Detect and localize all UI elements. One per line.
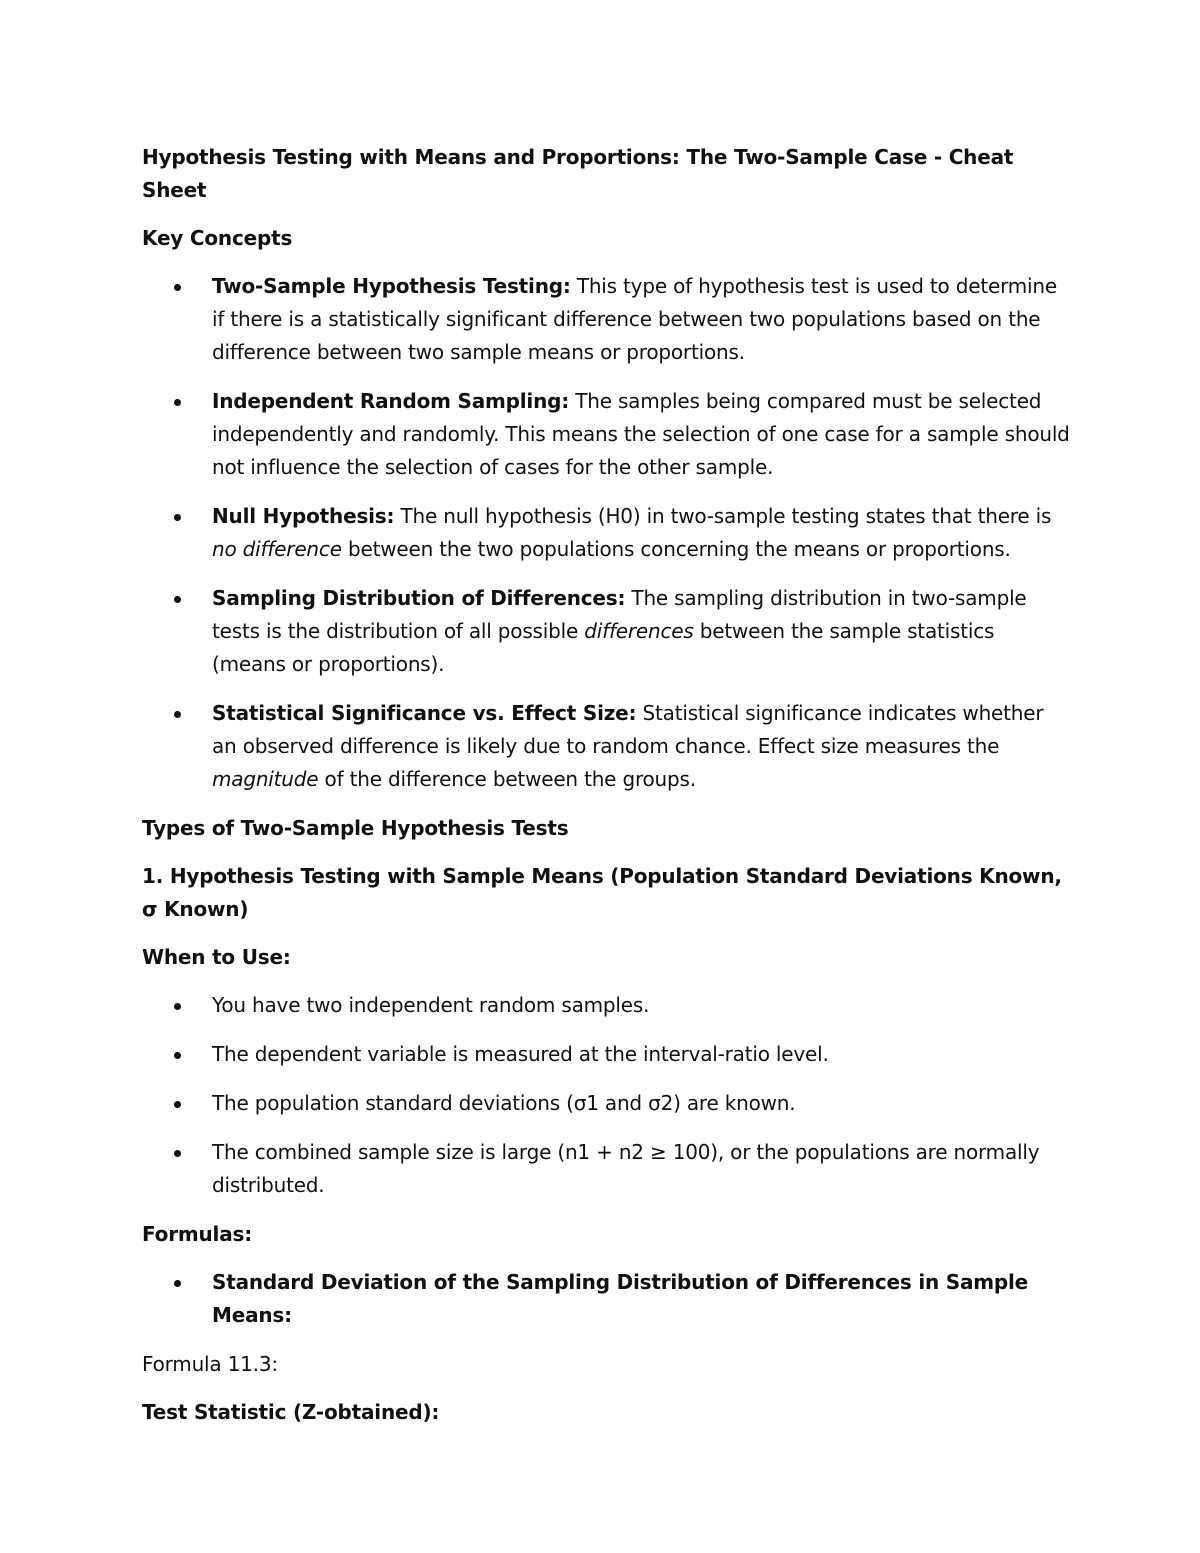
bullet-icon <box>174 1052 181 1059</box>
list-item <box>142 385 1072 484</box>
bullet-icon <box>174 514 181 521</box>
bullet-icon <box>174 711 181 718</box>
when-to-use-list <box>142 989 1072 1202</box>
list-item <box>142 270 1072 369</box>
list-item <box>142 697 1072 796</box>
concept-emphasis: differences <box>584 619 694 643</box>
list-item <box>142 1136 1072 1202</box>
bullet-icon <box>174 1150 181 1157</box>
bullet-icon <box>174 1003 181 1010</box>
list-item <box>142 582 1072 681</box>
section-heading: 1. Hypothesis Testing with Sample Means (Population Standard Deviations Known, σ Known) <box>142 864 1062 921</box>
formulas-heading: Formulas: <box>142 1222 252 1246</box>
formula-label: Formula 11.3: <box>142 1352 278 1376</box>
formulas-list <box>142 1266 1072 1332</box>
concept-emphasis: no difference <box>212 537 342 561</box>
list-item <box>142 1038 1072 1071</box>
document-title: Hypothesis Testing with Means and Proportions: The Two-Sample Case - Cheat Sheet <box>142 145 1014 202</box>
bullet-icon <box>174 596 181 603</box>
concept-text: The sampling distribution in two-sample tests is the distribution of all possible <box>212 586 1027 643</box>
document-body <box>142 141 1072 1444</box>
list-item <box>142 500 1072 566</box>
concept-text: of the difference between the groups. <box>318 767 696 791</box>
concept-text: between the sample statistics (means or proportions). <box>212 619 995 676</box>
condition-text: The dependent variable is measured at the interval-ratio level. <box>212 1042 829 1066</box>
concept-text: This type of hypothesis test is used to determine if there is a statistically significant difference between two populations based on the difference between two sample means or proportions. <box>212 274 1057 364</box>
list-item <box>142 989 1072 1022</box>
concept-term: Null Hypothesis: <box>212 504 395 528</box>
concept-text: The samples being compared must be selected independently and randomly. This means the selection of one case for a sample should not influence the selection of cases for the other sample. <box>212 389 1070 479</box>
concept-term: Statistical Significance vs. Effect Size: <box>212 701 637 725</box>
concept-text: The null hypothesis (H0) in two-sample testing states that there is <box>394 504 1052 528</box>
list-item <box>142 1266 1072 1332</box>
key-concepts-list <box>142 270 1072 796</box>
condition-text: You have two independent random samples. <box>212 993 650 1017</box>
bullet-icon <box>174 1101 181 1108</box>
key-concepts-heading: Key Concepts <box>142 226 293 250</box>
bullet-icon <box>174 1280 181 1287</box>
bullet-icon <box>174 399 181 406</box>
test-statistic-heading: Test Statistic (Z-obtained): <box>142 1400 440 1424</box>
condition-text: The population standard deviations (σ1 and σ2) are known. <box>212 1091 796 1115</box>
list-item <box>142 1087 1072 1120</box>
bullet-icon <box>174 284 181 291</box>
concept-term: Two-Sample Hypothesis Testing: <box>212 274 571 298</box>
concept-term: Sampling Distribution of Differences: <box>212 586 626 610</box>
when-to-use-heading: When to Use: <box>142 945 291 969</box>
condition-text: The combined sample size is large (n1 + n2 ≥ 100), or the populations are normally distributed. <box>212 1140 1040 1197</box>
concept-emphasis: magnitude <box>212 767 319 791</box>
types-heading: Types of Two-Sample Hypothesis Tests <box>142 816 569 840</box>
formula-name: Standard Deviation of the Sampling Distribution of Differences in Sample Means: <box>212 1270 1029 1327</box>
concept-term: Independent Random Sampling: <box>212 389 570 413</box>
concept-text: Statistical significance indicates whether an observed difference is likely due to random chance. Effect size measures the <box>212 701 1044 758</box>
concept-text: between the two populations concerning the means or proportions. <box>341 537 1011 561</box>
